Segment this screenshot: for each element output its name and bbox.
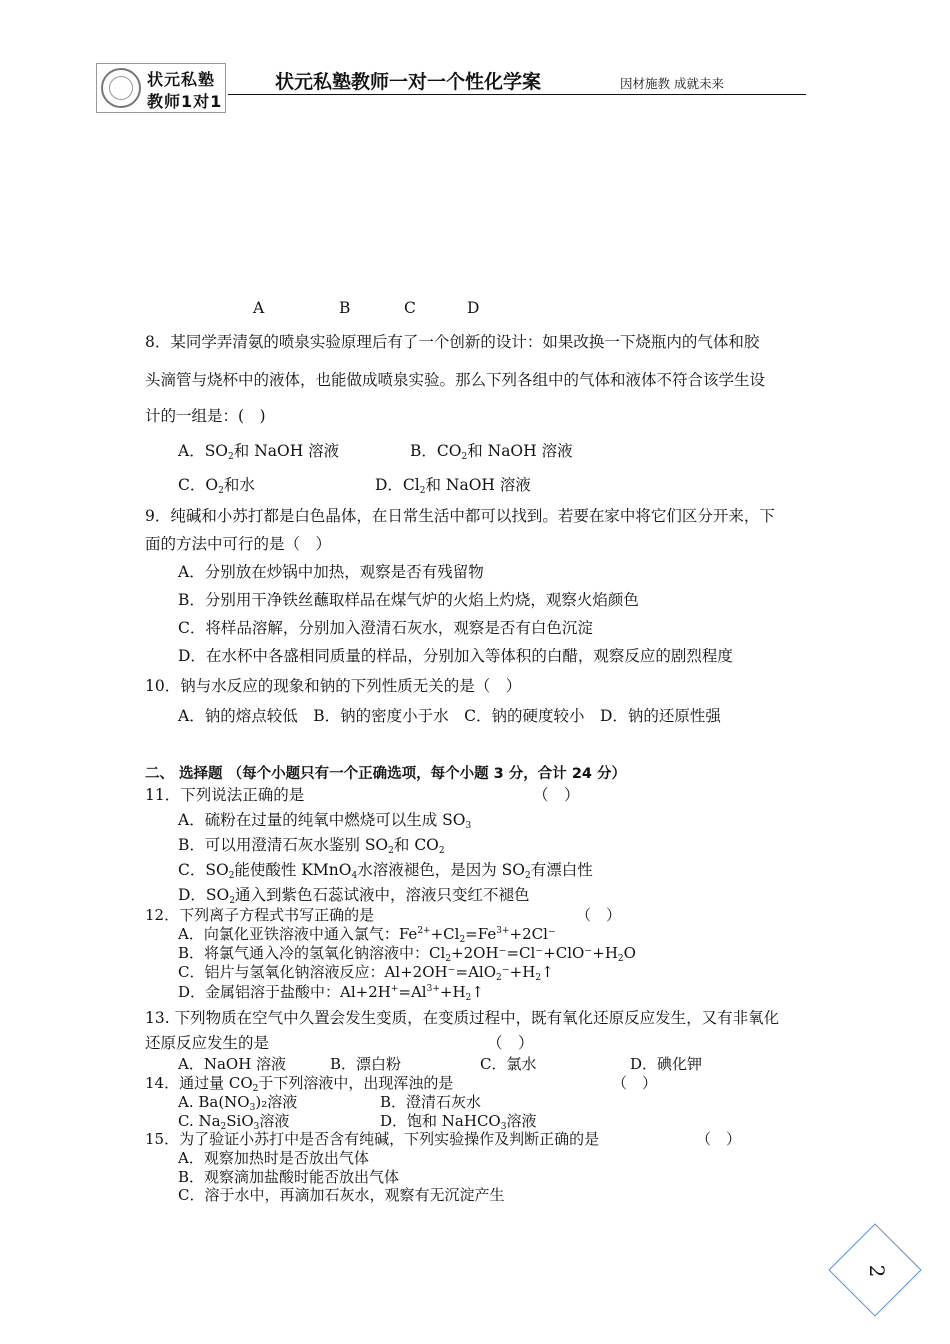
q10-stem: 10．钠与水反应的现象和钠的下列性质无关的是（ ） bbox=[145, 677, 522, 695]
q9-stem-line1: 9．纯碱和小苏打都是白色晶体，在日常生活中都可以找到。若要在家中将它们区分开来，下 bbox=[145, 507, 775, 525]
q14-option-b: B．澄清石灰水 bbox=[380, 1093, 482, 1111]
page-number: 2 bbox=[865, 1264, 889, 1278]
q13-stem-line1: 13. 下列物质在空气中久置会发生变质，在变质过程中，既有氧化还原反应发生，又有非氧化 bbox=[145, 1009, 780, 1027]
logo-text-line1: 状元私塾 bbox=[147, 70, 216, 89]
q14-option-c: C. $Na_2SiO_3$溶液 bbox=[178, 1112, 290, 1132]
q12-option-d: D．金属铝溶于盐酸中：$Al+2H^+=Al^{3+}+H_2↑$ bbox=[178, 983, 484, 1003]
q11-option-a: A．硫粉在过量的纯氧中燃烧可以生成 $SO_3$ bbox=[178, 811, 472, 831]
q10-options: A．钠的熔点较低 B．钠的密度小于水 C．钠的硬度较小 D．钠的还原性强 bbox=[178, 707, 721, 725]
logo-text-line2: 教师1对1 bbox=[147, 92, 223, 111]
q15-answer-paren: （ ） bbox=[696, 1130, 742, 1148]
q14-stem: 14．通过量 $CO_2$于下列溶液中，出现浑浊的是 bbox=[145, 1074, 454, 1094]
q11-stem: 11．下列说法正确的是 bbox=[145, 786, 305, 804]
q13-option-d: D．碘化钾 bbox=[630, 1055, 703, 1073]
q13-option-b: B．漂白粉 bbox=[330, 1055, 402, 1073]
q9-option-d: D．在水杯中各盛相同质量的样品，分别加入等体积的白醋，观察反应的剧烈程度 bbox=[178, 647, 733, 665]
q8-option-b: B．$CO_2$和 NaOH 溶液 bbox=[410, 442, 573, 462]
q9-option-b: B．分别用干净铁丝蘸取样品在煤气炉的火焰上灼烧，观察火焰颜色 bbox=[178, 591, 639, 609]
image-option-label-a: A bbox=[253, 299, 265, 317]
image-option-label-b: B bbox=[339, 299, 351, 317]
q15-option-a: A．观察加热时是否放出气体 bbox=[178, 1149, 369, 1167]
q15-option-c: C．溶于水中，再滴加石灰水，观察有无沉淀产生 bbox=[178, 1186, 505, 1204]
q8-option-a: A．$SO_2$和 NaOH 溶液 bbox=[178, 442, 340, 462]
header-slogan: 因材施教 成就未来 bbox=[620, 76, 724, 91]
q13-option-a: A．NaOH 溶液 bbox=[178, 1055, 287, 1073]
q12-answer-paren: （ ） bbox=[576, 906, 622, 924]
q12-option-c: C．铝片与氢氧化钠溶液反应：$Al+2OH^-=AlO_2^-+H_2↑$ bbox=[178, 963, 554, 983]
q9-option-a: A．分别放在炒锅中加热，观察是否有残留物 bbox=[178, 563, 484, 581]
q9-option-c: C．将样品溶解，分别加入澄清石灰水，观察是否有白色沉淀 bbox=[178, 619, 593, 637]
q8-stem-line3: 计的一组是：( ) bbox=[145, 407, 266, 425]
header-title: 状元私塾教师一对一个性化学案 bbox=[275, 71, 542, 93]
image-option-label-c: C bbox=[404, 299, 416, 317]
header-divider bbox=[228, 94, 806, 95]
q12-option-b: B．将氯气通入冷的氢氧化钠溶液中：$Cl_2+2OH^-=Cl^-+ClO^-+H_2O$ bbox=[178, 944, 636, 964]
q12-stem: 12．下列离子方程式书写正确的是 bbox=[145, 906, 375, 924]
q14-option-a: A. $Ba(NO_3)_2$溶液 bbox=[178, 1093, 298, 1113]
q9-stem-line2: 面的方法中可行的是（ ） bbox=[145, 535, 332, 553]
logo bbox=[96, 63, 226, 113]
image-option-label-d: D bbox=[467, 299, 480, 317]
q13-option-c: C．氯水 bbox=[480, 1055, 537, 1073]
q11-answer-paren: （ ） bbox=[533, 786, 580, 804]
q8-option-d: D．$Cl_2$和 NaOH 溶液 bbox=[375, 476, 531, 496]
q13-answer-paren: （ ） bbox=[487, 1034, 534, 1052]
q11-option-c: C．$SO_2$能使酸性 KMnO$_4$水溶液褪色，是因为 $SO_2$有漂白性 bbox=[178, 861, 593, 881]
q8-option-c: C．$O_2$和水 bbox=[178, 476, 255, 496]
q14-option-d: D．饱和 NaHCO$_3$溶液 bbox=[380, 1112, 537, 1132]
q13-stem-line2: 还原反应发生的是 bbox=[145, 1034, 270, 1052]
q14-answer-paren: （ ） bbox=[612, 1074, 658, 1092]
q11-option-d: D．$SO_2$通入到紫色石蕊试液中，溶液只变红不褪色 bbox=[178, 886, 530, 906]
q11-option-b: B．可以用澄清石灰水鉴别 $SO_2$和 $CO_2$ bbox=[178, 836, 445, 856]
q8-stem-line2: 头滴管与烧杯中的液体，也能做成喷泉实验。那么下列各组中的气体和液体不符合该学生设 bbox=[145, 371, 766, 389]
q15-option-b: B．观察滴加盐酸时能否放出气体 bbox=[178, 1168, 400, 1186]
q15-stem: 15．为了验证小苏打中是否含有纯碱，下列实验操作及判断正确的是 bbox=[145, 1130, 600, 1148]
school-seal-icon bbox=[101, 68, 141, 108]
section-heading: 二、 选择题 （每个小题只有一个正确选项，每个小题 3 分，合计 24 分） bbox=[145, 766, 627, 782]
q8-stem-line1: 8．某同学弄清氨的喷泉实验原理后有了一个创新的设计：如果改换一下烧瓶内的气体和胶 bbox=[145, 333, 760, 351]
q12-option-a: A．向氯化亚铁溶液中通入氯气：$Fe^{2+}+Cl_2=Fe^{3+}+2Cl^-$ bbox=[178, 925, 556, 945]
